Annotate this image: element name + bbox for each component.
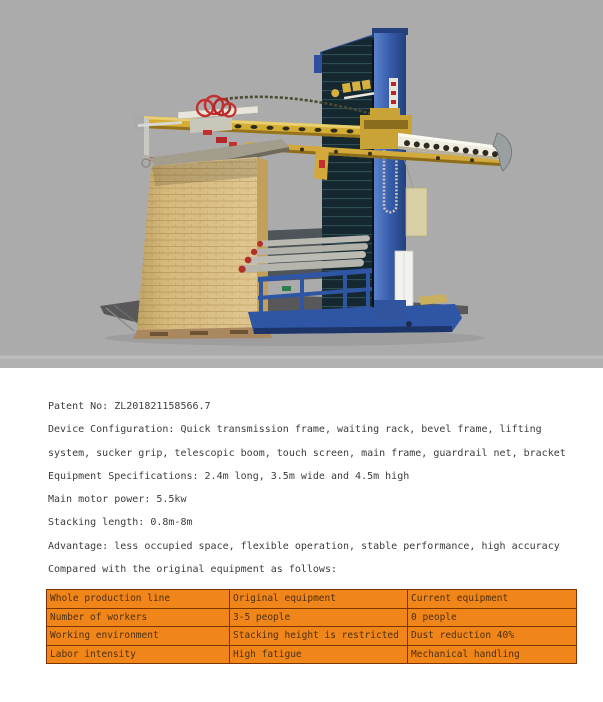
- table-cell: Mechanical handling: [408, 645, 577, 664]
- device-config-line1: Device Configuration: Quick transmission frame, waiting rack, bevel frame, lifting: [48, 424, 542, 436]
- patent-no-line: Patent No: ZL201821158566.7: [48, 401, 211, 412]
- table-row: [47, 627, 577, 646]
- table-cell: Number of workers: [47, 608, 230, 627]
- table-row: [47, 645, 577, 664]
- table-cell: High fatigue: [230, 645, 408, 664]
- compare-intro-line: Compared with the original equipment as follows:: [48, 564, 337, 576]
- panel-stack: [133, 157, 272, 339]
- mast-column: [372, 28, 427, 320]
- floor-line: [0, 356, 603, 360]
- table-cell: Whole production line: [47, 590, 230, 609]
- table-row: [47, 590, 577, 609]
- advantage-line: Advantage: less occupied space, flexible operation, stable performance, high accuracy: [48, 540, 560, 552]
- spec-text-block: [48, 395, 568, 581]
- table-cell: Working environment: [47, 627, 230, 646]
- pendant-box: [406, 188, 427, 236]
- table-cell: Original equipment: [230, 590, 408, 609]
- table-cell: 0 people: [408, 608, 577, 627]
- table-cell: Dust reduction 40%: [408, 627, 577, 646]
- comparison-table: [46, 589, 577, 664]
- device-config-line2: system, sucker grip, telescopic boom, touch screen, main frame, guardrail net, bracket: [48, 447, 566, 459]
- stacking-length-line: Stacking length: 0.8m-8m: [48, 517, 193, 529]
- table-cell: Stacking height is restricted: [230, 627, 408, 646]
- table-row: [47, 608, 577, 627]
- table-cell: 3-5 people: [230, 608, 408, 627]
- equipment-spec-line: Equipment Specifications: 2.4m long, 3.5m wide and 4.5m high: [48, 470, 410, 482]
- motor-power-line: Main motor power: 5.5kw: [48, 494, 187, 506]
- table-cell: Labor intensity: [47, 645, 230, 664]
- table-cell: Current equipment: [408, 590, 577, 609]
